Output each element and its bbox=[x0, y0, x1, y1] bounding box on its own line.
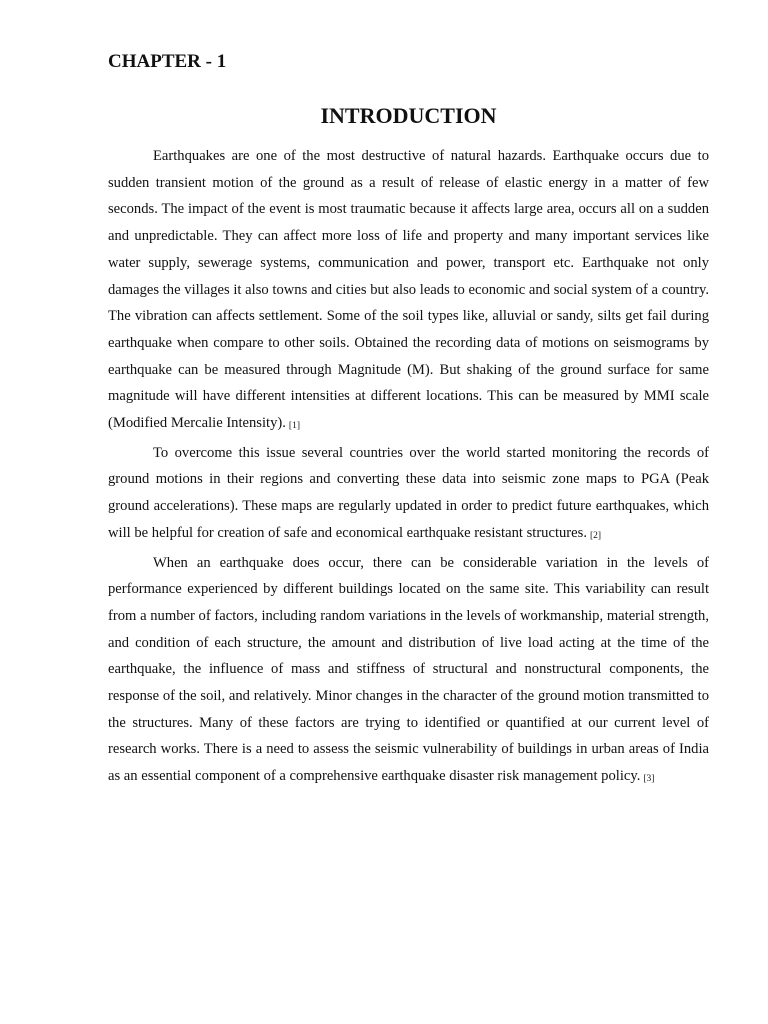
body-text bbox=[108, 143, 709, 793]
reference-3: [3] bbox=[643, 774, 655, 785]
chapter-heading: CHAPTER - 1 bbox=[108, 51, 227, 72]
page-title: INTRODUCTION bbox=[320, 103, 497, 128]
paragraph-1 bbox=[108, 143, 709, 440]
paragraph-1-text: Earthquakes are one of the most destructive of natural hazards. Earthquake occurs due to sudden transient motion of the ground as a result of release of elastic energy in a matter of few seconds. The impact of the event is most traumatic because it affects large area, occurs all on a sudden and unpredictable. They can affect more loss of life and property and many important services like water supply, sewerage systems, communication and power, transport etc. Earthquake not only damages the villages it also towns and cities but also leads to economic and social system of a country. The vibration can affects settlement. Some of the soil types like, alluvial or sandy, silts get fail during earthquake when compare to other soils. Obtained the recording data of motions on seismograms by earthquake can be measured through Magnitude (M). But shaking of the ground surface for same magnitude will have different intensities at different locations. This can be measured by MMI scale (Modified Mercalie Intensity). bbox=[108, 148, 709, 432]
paragraph-2-text: To overcome this issue several countries over the world started monitoring the records of ground motions in their regions and converting these data into seismic zone maps to PGA (Peak ground accelerations). These maps are regularly updated in order to predict future earthquakes, which will be helpful for creation of safe and economical earthquake resistant structures. bbox=[108, 444, 709, 541]
paragraph-3-text: When an earthquake does occur, there can be considerable variation in the levels of performance experienced by different buildings located on the same site. This variability can result from a number of factors, including random variations in the levels of workmanship, material strength, and condition of each structure, the amount and distribution of live load acting at the time of the earthquake, the influence of mass and stiffness of structural and nonstructural components, the response of the soil, and relatively. Minor changes in the character of the ground motion transmitted to the structures. Many of these factors are trying to identified or quantified at our current level of research works. There is a need to assess the seismic vulnerability of buildings in urban areas of India as an essential component of a comprehensive earthquake disaster risk management policy. bbox=[108, 554, 709, 785]
reference-2: [2] bbox=[589, 530, 602, 541]
reference-1: [1] bbox=[288, 421, 300, 432]
paragraph-2 bbox=[108, 440, 709, 550]
paragraph-3 bbox=[108, 550, 709, 793]
